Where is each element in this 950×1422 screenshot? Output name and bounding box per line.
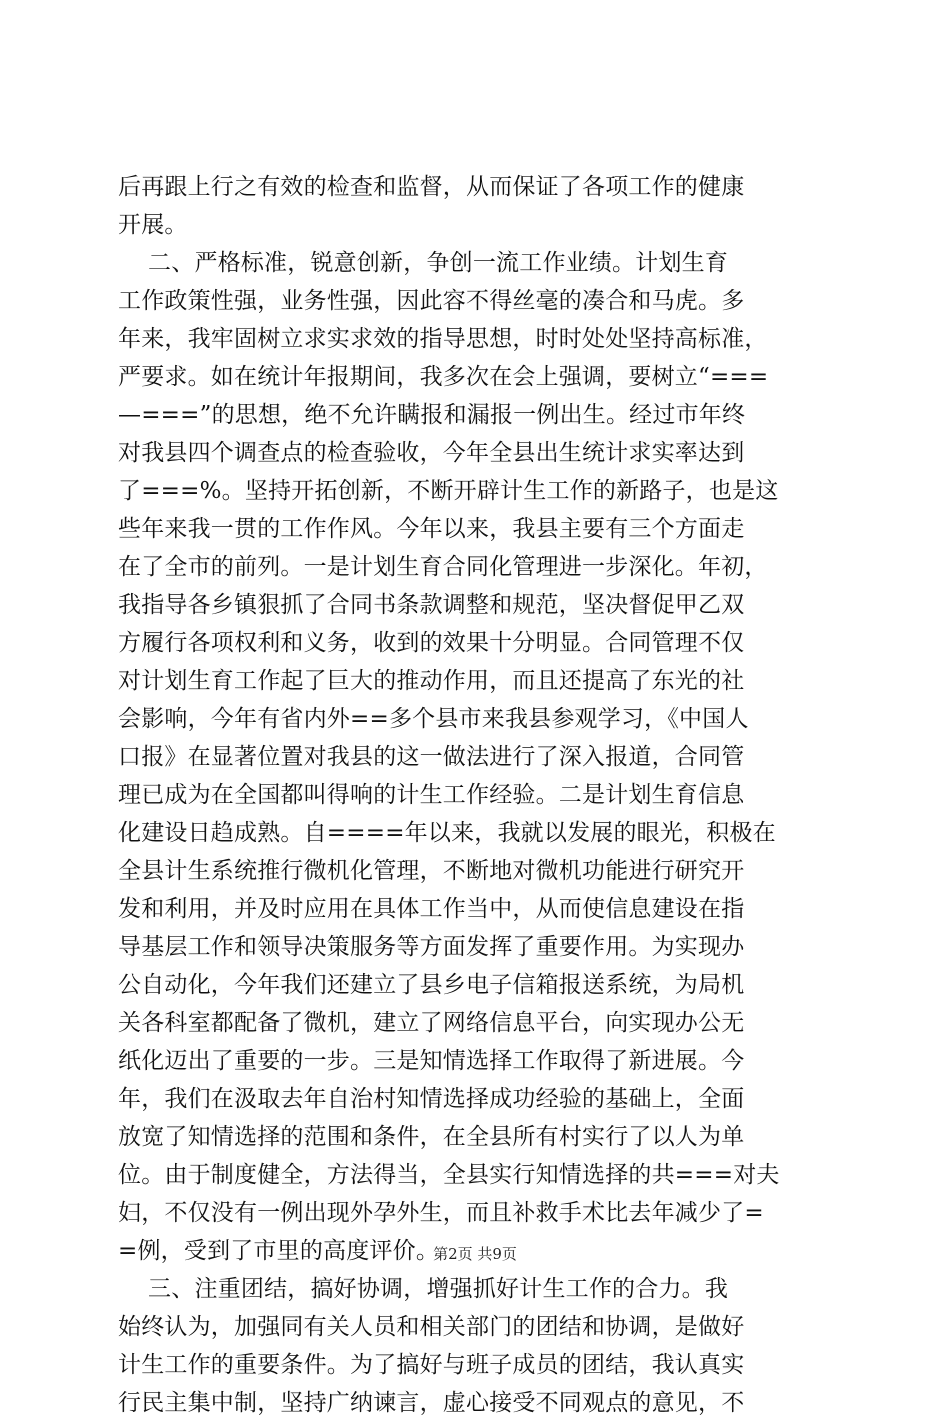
text-line: —===”的思想，绝不允许瞒报和漏报一例出生。经过市年终: [118, 402, 746, 428]
text-line: 开展。: [118, 212, 188, 238]
page-footer: [0, 1244, 950, 1264]
text-line: 发和利用，并及时应用在具体工作当中，从而使信息建设在指: [118, 896, 745, 922]
text-line: 导基层工作和领导决策服务等方面发挥了重要作用。为实现办: [118, 934, 745, 960]
text-line: 会影响，今年有省内外==多个县市来我县参观学习，《中国人: [118, 706, 749, 732]
text-line: 对计划生育工作起了巨大的推动作用，而且还提高了东光的社: [118, 668, 745, 694]
text-line: 二、严格标准，锐意创新，争创一流工作业绩。计划生育: [118, 250, 729, 276]
text-line: 位。由于制度健全，方法得当，全县实行知情选择的共===对夫: [118, 1162, 780, 1188]
text-line: 公自动化，今年我们还建立了县乡电子信箱报送系统，为局机: [118, 972, 745, 998]
text-line: 计生工作的重要条件。为了搞好与班子成员的团结，我认真实: [118, 1352, 745, 1378]
text-line: 化建设日趋成熟。自====年以来，我就以发展的眼光，积极在: [118, 820, 776, 846]
text-line: 口报》在显著位置对我县的这一做法进行了深入报道，合同管: [118, 744, 745, 770]
text-line: 纸化迈出了重要的一步。三是知情选择工作取得了新进展。今: [118, 1048, 745, 1074]
text-line: 后再跟上行之有效的检查和监督，从而保证了各项工作的健康: [118, 174, 745, 200]
text-line: 关各科室都配备了微机，建立了网络信息平台，向实现办公无: [118, 1010, 745, 1036]
text-line: 年，我们在汲取去年自治村知情选择成功经验的基础上，全面: [118, 1086, 745, 1112]
text-line: 工作政策性强，业务性强，因此容不得丝毫的凑合和马虎。多: [118, 288, 745, 314]
text-line: 全县计生系统推行微机化管理，不断地对微机功能进行研究开: [118, 858, 745, 884]
text-line: 妇，不仅没有一例出现外孕外生，而且补救手术比去年减少了=: [118, 1200, 764, 1226]
text-line: 对我县四个调查点的检查验收，今年全县出生统计求实率达到: [118, 440, 745, 466]
text-line: 行民主集中制，坚持广纳谏言，虚心接受不同观点的意见，不: [118, 1390, 745, 1416]
text-line: =例，受到了市里的高度评价。: [118, 1238, 440, 1264]
text-line: 方履行各项权利和义务，收到的效果十分明显。合同管理不仅: [118, 630, 745, 656]
text-line: 理已成为在全国都叫得响的计生工作经验。二是计划生育信息: [118, 782, 745, 808]
text-line: 三、注重团结，搞好协调，增强抓好计生工作的合力。我: [118, 1276, 729, 1302]
text-line: 了===%。坚持开拓创新，不断开辟计生工作的新路子，也是这: [118, 478, 779, 504]
text-line: 严要求。如在统计年报期间，我多次在会上强调，要树立“===: [118, 364, 769, 390]
text-line: 年来，我牢固树立求实求效的指导思想，时时处处坚持高标准，: [118, 326, 768, 352]
text-line: 始终认为，加强同有关人员和相关部门的团结和协调，是做好: [118, 1314, 745, 1340]
text-line: 我指导各乡镇狠抓了合同书条款调整和规范，坚决督促甲乙双: [118, 592, 745, 618]
document-body: [118, 168, 834, 1422]
text-line: 放宽了知情选择的范围和条件，在全县所有村实行了以人为单: [118, 1124, 745, 1150]
text-line: 些年来我一贯的工作作风。今年以来，我县主要有三个方面走: [118, 516, 745, 542]
text-line: 在了全市的前列。一是计划生育合同化管理进一步深化。年初，: [118, 554, 768, 580]
page-number-label: 第2页 共9页: [433, 1245, 517, 1263]
